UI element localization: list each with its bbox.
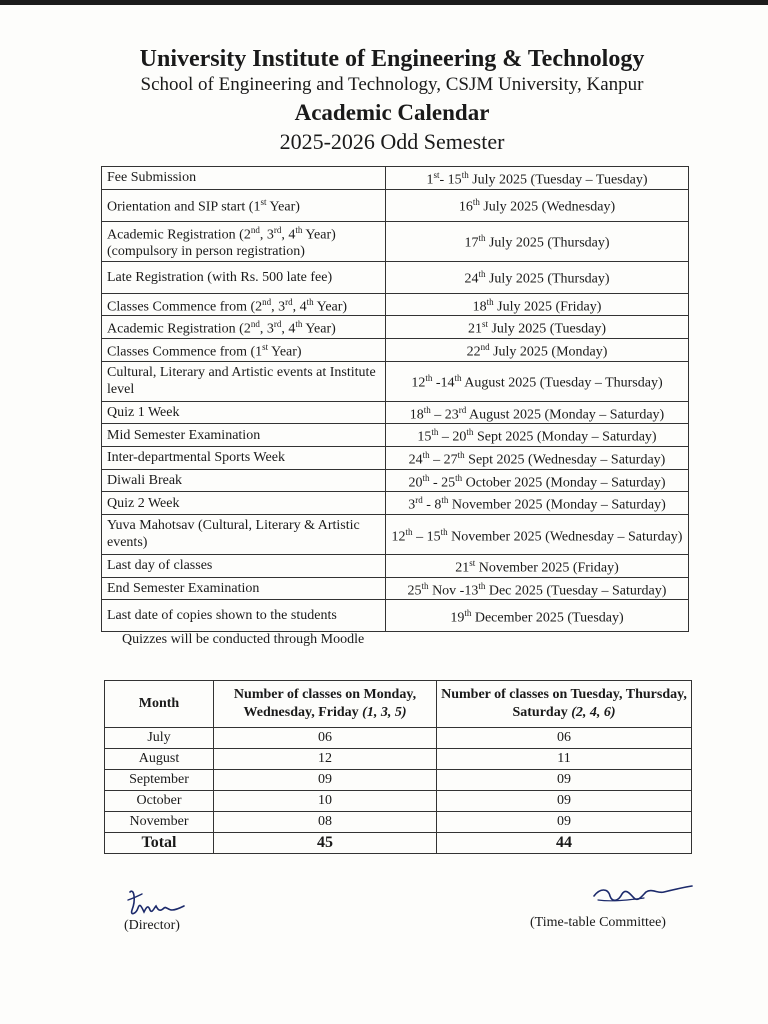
tts-header-days: (2, 4, 6) (571, 705, 616, 720)
mwf-header-label: Number of classes on Monday, Wednesday, Friday (233, 687, 417, 720)
calendar-event: Inter-departmental Sports Week (102, 446, 386, 469)
calendar-row (102, 514, 689, 554)
calendar-event: Fee Submission (102, 167, 386, 190)
class-count-mwf: 09 (214, 770, 437, 791)
school-name: School of Engineering and Technology, CSJM University, Kanpur (140, 74, 644, 95)
calendar-row (102, 600, 689, 632)
calendar-row (102, 293, 689, 316)
class-count-row (105, 812, 692, 833)
calendar-date: 22nd July 2025 (Monday) (386, 338, 689, 361)
calendar-event: Quiz 2 Week (102, 492, 386, 515)
month-header: Month (105, 681, 214, 728)
calendar-event: Classes Commence from (2nd, 3rd, 4th Year) (102, 293, 386, 316)
calendar-row (102, 577, 689, 600)
class-count-mwf: 06 (214, 728, 437, 749)
document-title: Academic Calendar (294, 100, 490, 125)
total-label: Total (105, 833, 214, 854)
calendar-row (102, 221, 689, 261)
class-count-month: August (105, 749, 214, 770)
scan-top-edge (0, 0, 768, 5)
calendar-row (102, 401, 689, 424)
calendar-row (102, 338, 689, 361)
calendar-event: Academic Registration (2nd, 3rd, 4th Year) (102, 316, 386, 339)
institute-name: University Institute of Engineering & Technology (139, 46, 645, 72)
calendar-date: 3rd - 8th November 2025 (Monday – Saturday) (386, 492, 689, 515)
calendar-date: 24th – 27th Sept 2025 (Wednesday – Saturday) (386, 446, 689, 469)
director-label: (Director) (124, 918, 180, 933)
class-count-tts: 09 (437, 791, 692, 812)
calendar-date: 19th December 2025 (Tuesday) (386, 600, 689, 632)
calendar-event: Last day of classes (102, 554, 386, 577)
calendar-date: 21st November 2025 (Friday) (386, 554, 689, 577)
calendar-date: 18th July 2025 (Friday) (386, 293, 689, 316)
calendar-row (102, 446, 689, 469)
document-header (0, 44, 768, 156)
calendar-date: 24th July 2025 (Thursday) (386, 261, 689, 293)
class-count-month: September (105, 770, 214, 791)
class-count-header-row (105, 681, 692, 728)
class-count-row (105, 791, 692, 812)
class-count-row (105, 728, 692, 749)
semester-label: 2025-2026 Odd Semester (279, 129, 505, 154)
calendar-event: Cultural, Literary and Artistic events at Institute level (102, 361, 386, 401)
committee-signature (588, 882, 698, 910)
calendar-event: Late Registration (with Rs. 500 late fee) (102, 261, 386, 293)
class-count-table (104, 680, 692, 854)
calendar-date: 17th July 2025 (Thursday) (386, 221, 689, 261)
mwf-header-days: (1, 3, 5) (362, 705, 407, 720)
class-count-month: November (105, 812, 214, 833)
class-count-tts: 09 (437, 770, 692, 791)
calendar-event: Mid Semester Examination (102, 424, 386, 447)
calendar-event: Orientation and SIP start (1st Year) (102, 189, 386, 221)
committee-label: (Time-table Committee) (530, 915, 666, 930)
calendar-event: End Semester Examination (102, 577, 386, 600)
calendar-event: Last date of copies shown to the students (102, 600, 386, 632)
calendar-date: 21st July 2025 (Tuesday) (386, 316, 689, 339)
calendar-event: Yuva Mahotsav (Cultural, Literary & Artistic events) (102, 514, 386, 554)
calendar-date: 15th – 20th Sept 2025 (Monday – Saturday) (386, 424, 689, 447)
calendar-row (102, 361, 689, 401)
class-count-mwf: 12 (214, 749, 437, 770)
calendar-row (102, 554, 689, 577)
class-count-tts: 09 (437, 812, 692, 833)
total-mwf: 45 (214, 833, 437, 854)
calendar-date: 12th -14th August 2025 (Tuesday – Thursday) (386, 361, 689, 401)
calendar-date: 16th July 2025 (Wednesday) (386, 189, 689, 221)
calendar-event: Diwali Break (102, 469, 386, 492)
calendar-row (102, 189, 689, 221)
calendar-row (102, 261, 689, 293)
academic-calendar-table (101, 166, 689, 632)
calendar-row (102, 424, 689, 447)
calendar-row (102, 469, 689, 492)
class-count-row (105, 749, 692, 770)
class-count-tts: 06 (437, 728, 692, 749)
class-count-mwf: 08 (214, 812, 437, 833)
director-signature (124, 886, 194, 920)
class-count-month: July (105, 728, 214, 749)
mwf-header (214, 681, 437, 728)
calendar-row (102, 167, 689, 190)
calendar-date: 18th – 23rd August 2025 (Monday – Saturday) (386, 401, 689, 424)
calendar-date: 12th – 15th November 2025 (Wednesday – Saturday) (386, 514, 689, 554)
calendar-event: Classes Commence from (1st Year) (102, 338, 386, 361)
calendar-event: Quiz 1 Week (102, 401, 386, 424)
calendar-event: Academic Registration (2nd, 3rd, 4th Year) (compulsory in person registration) (102, 221, 386, 261)
calendar-date: 25th Nov -13th Dec 2025 (Tuesday – Saturday) (386, 577, 689, 600)
calendar-date: 1st- 15th July 2025 (Tuesday – Tuesday) (386, 167, 689, 190)
tts-header-label: Number of classes on Tuesday, Thursday, Saturday (441, 687, 687, 720)
class-count-month: October (105, 791, 214, 812)
moodle-note: Quizzes will be conducted through Moodle (122, 632, 365, 647)
class-count-tts: 11 (437, 749, 692, 770)
class-count-mwf: 10 (214, 791, 437, 812)
total-row (105, 833, 692, 854)
class-count-row (105, 770, 692, 791)
calendar-row (102, 316, 689, 339)
tts-header (437, 681, 692, 728)
calendar-date: 20th - 25th October 2025 (Monday – Saturday) (386, 469, 689, 492)
total-tts: 44 (437, 833, 692, 854)
calendar-row (102, 492, 689, 515)
